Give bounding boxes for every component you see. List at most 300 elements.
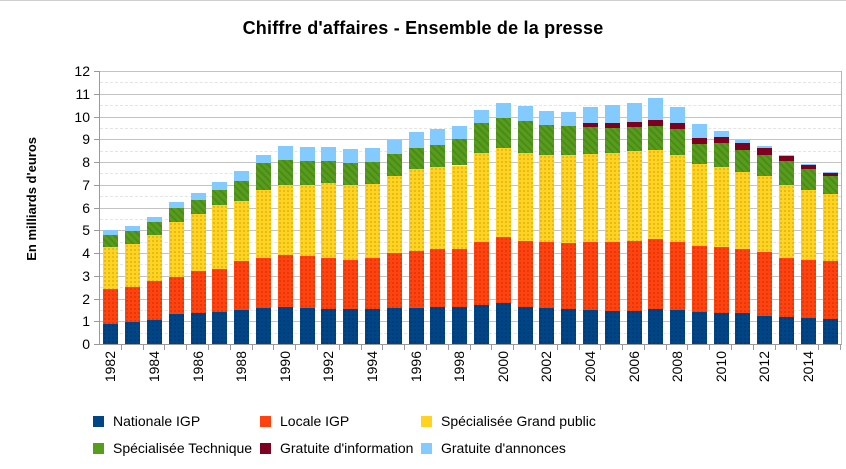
- x-tick-mark: [252, 345, 253, 350]
- legend-label: Gratuite d'annonces: [441, 440, 566, 456]
- bar-segment: [735, 140, 750, 142]
- bar-segment: [147, 320, 162, 344]
- bar-segment: [670, 129, 685, 155]
- gridline-minor: [100, 219, 841, 220]
- bar-segment: [103, 230, 118, 235]
- y-tick-label: 10: [74, 108, 90, 125]
- bar-segment: [496, 103, 511, 118]
- x-tick-label: 2014: [799, 351, 816, 383]
- bar-segment: [430, 145, 445, 167]
- y-axis-title: En milliards d'euros: [24, 137, 39, 261]
- bar-segment: [147, 235, 162, 282]
- x-tick-mark: [426, 345, 427, 350]
- bar-segment: [670, 107, 685, 123]
- x-tick-label: 2004: [581, 351, 598, 383]
- bar-segment: [409, 148, 424, 169]
- bar-segment: [191, 200, 206, 215]
- bar-segment: [605, 105, 620, 123]
- bar-segment: [714, 167, 729, 248]
- bar-segment: [735, 149, 750, 172]
- bar-segment: [714, 313, 729, 344]
- y-tick-label: 4: [82, 245, 90, 261]
- bar-segment: [670, 310, 685, 344]
- bar-segment: [561, 155, 576, 243]
- bar-segment: [125, 226, 140, 232]
- x-tick-label: 1982: [102, 351, 119, 383]
- x-tick-mark: [796, 345, 797, 350]
- gridline-minor: [100, 310, 841, 311]
- x-tick-label: 1986: [189, 351, 206, 383]
- x-tick-mark: [840, 345, 841, 350]
- y-tick-mark: [94, 344, 99, 345]
- gridline-minor: [100, 151, 841, 152]
- bar-segment: [561, 309, 576, 344]
- bar-segment: [474, 110, 489, 124]
- bar-segment: [801, 165, 816, 168]
- x-tick-mark: [579, 345, 580, 350]
- bar-segment: [714, 247, 729, 313]
- legend-item: [260, 438, 413, 458]
- bar-segment: [801, 164, 816, 165]
- bar-segment: [191, 214, 206, 271]
- bar-segment: [452, 126, 467, 140]
- bar-segment: [823, 261, 838, 319]
- bar-segment: [823, 172, 838, 173]
- x-tick-mark: [382, 345, 383, 350]
- x-tick-mark: [143, 345, 144, 350]
- bar-segment: [801, 260, 816, 318]
- bar-segment: [583, 107, 598, 123]
- gridline-minor: [100, 82, 841, 83]
- bar-segment: [409, 169, 424, 251]
- bar-segment: [169, 208, 184, 223]
- bar-segment: [583, 242, 598, 310]
- bar-segment: [779, 161, 794, 185]
- legend-item: [260, 411, 349, 431]
- bar-segment: [234, 261, 249, 310]
- bar-segment: [169, 202, 184, 208]
- bar-segment: [801, 318, 816, 344]
- bar-segment: [387, 140, 402, 154]
- bar-segment: [779, 258, 794, 317]
- gridline-major: [100, 117, 841, 118]
- bar-segment: [212, 269, 227, 312]
- x-tick-label: 2010: [712, 351, 729, 383]
- bar-segment: [627, 241, 642, 312]
- y-tick-label: 11: [75, 85, 90, 102]
- legend-label: Spécialisée Grand public: [441, 413, 596, 429]
- bar-segment: [692, 246, 707, 312]
- bar-segment: [321, 309, 336, 344]
- bar-segment: [539, 111, 554, 125]
- bar-segment: [234, 201, 249, 261]
- y-tick-mark: [94, 94, 99, 95]
- gridline-major: [100, 71, 841, 72]
- bar-segment: [430, 307, 445, 345]
- bar-segment: [757, 146, 772, 148]
- bar-segment: [343, 163, 358, 185]
- bar-segment: [648, 120, 663, 126]
- bar-segment: [648, 126, 663, 150]
- x-tick-mark: [753, 345, 754, 350]
- bar-segment: [430, 249, 445, 307]
- bar-segment: [648, 98, 663, 120]
- bar-segment: [212, 312, 227, 344]
- bar-segment: [518, 241, 533, 307]
- gridline-minor: [100, 242, 841, 243]
- legend-swatch: [260, 416, 271, 427]
- bar-segment: [692, 312, 707, 344]
- legend-swatch: [421, 443, 432, 454]
- x-tick-mark: [709, 345, 710, 350]
- bar-segment: [823, 319, 838, 344]
- gridline-major: [100, 321, 841, 322]
- bar-segment: [343, 185, 358, 260]
- bar-segment: [452, 249, 467, 307]
- x-tick-mark: [644, 345, 645, 350]
- bar-segment: [365, 258, 380, 309]
- x-tick-mark: [164, 345, 165, 350]
- gridline-minor: [100, 264, 841, 265]
- bar-segment: [692, 144, 707, 165]
- x-tick-label: 2002: [538, 351, 555, 383]
- bar-segment: [561, 112, 576, 126]
- y-tick-mark: [94, 117, 99, 118]
- bar-segment: [539, 308, 554, 344]
- bar-segment: [125, 244, 140, 287]
- bar-segment: [518, 121, 533, 153]
- bar-segment: [757, 252, 772, 316]
- y-tick-mark: [94, 253, 99, 254]
- bar-segment: [692, 124, 707, 138]
- legend-swatch: [260, 443, 271, 454]
- bar-segment: [823, 194, 838, 261]
- y-tick-mark: [94, 276, 99, 277]
- bar-segment: [823, 173, 838, 175]
- bar-segment: [321, 182, 336, 257]
- bar-segment: [735, 172, 750, 248]
- bar-segment: [823, 176, 838, 194]
- x-tick-mark: [731, 345, 732, 350]
- x-tick-label: 1990: [276, 351, 293, 383]
- bar-segment: [605, 242, 620, 311]
- bar-segment: [300, 185, 315, 257]
- bar-segment: [605, 128, 620, 153]
- bar-segment: [387, 154, 402, 176]
- y-tick-label: 8: [82, 154, 90, 170]
- bar-segment: [779, 185, 794, 258]
- bar-segment: [365, 309, 380, 344]
- legend-item: [421, 438, 566, 458]
- x-tick-mark: [535, 345, 536, 350]
- x-tick-label: 2006: [625, 351, 642, 383]
- legend: [0, 404, 846, 464]
- bar-segment: [103, 247, 118, 289]
- bar-segment: [735, 143, 750, 150]
- bar-segment: [212, 205, 227, 269]
- y-tick-mark: [94, 230, 99, 231]
- bar-segment: [452, 166, 467, 249]
- gridline-major: [100, 208, 841, 209]
- bar-segment: [256, 190, 271, 257]
- bar-segment: [125, 322, 140, 344]
- bar-segment: [212, 190, 227, 205]
- bar-segment: [278, 255, 293, 306]
- gridline-minor: [100, 128, 841, 129]
- x-tick-mark: [687, 345, 688, 350]
- bar-segment: [278, 307, 293, 345]
- gridline-minor: [100, 173, 841, 174]
- bar-segment: [627, 151, 642, 241]
- bar-segment: [125, 287, 140, 322]
- legend-swatch: [93, 443, 104, 454]
- bar-segment: [561, 126, 576, 156]
- bar-segment: [321, 161, 336, 183]
- bar-segment: [387, 176, 402, 253]
- y-tick-mark: [94, 139, 99, 140]
- bar-segment: [103, 235, 118, 248]
- bar-segment: [735, 249, 750, 314]
- bar-segment: [539, 242, 554, 308]
- legend-swatch: [421, 416, 432, 427]
- bar-segment: [256, 155, 271, 163]
- bar-segment: [801, 190, 816, 259]
- bar-segment: [125, 231, 140, 244]
- bar-segment: [757, 155, 772, 176]
- bar-segment: [430, 129, 445, 145]
- bar-segment: [147, 217, 162, 223]
- x-tick-label: 1992: [320, 351, 337, 383]
- bar-segment: [212, 182, 227, 190]
- y-tick-mark: [94, 162, 99, 163]
- gridline-major: [100, 230, 841, 231]
- bar-segment: [757, 176, 772, 252]
- x-tick-label: 2008: [669, 351, 685, 383]
- bar-segment: [474, 305, 489, 344]
- bar-segment: [735, 313, 750, 344]
- gridline-major: [100, 94, 841, 95]
- bar-segment: [605, 123, 620, 128]
- bar-segment: [234, 181, 249, 200]
- x-tick-mark: [121, 345, 122, 350]
- bar-segment: [234, 171, 249, 181]
- bar-segment: [409, 132, 424, 148]
- legend-label: Locale IGP: [280, 413, 350, 429]
- gridline-minor: [100, 196, 841, 197]
- x-tick-mark: [404, 345, 405, 350]
- legend-label: Gratuite d'information: [280, 440, 414, 456]
- gridline-major: [100, 299, 841, 300]
- x-tick-mark: [273, 345, 274, 350]
- bar-segment: [539, 125, 554, 156]
- y-tick-label: 5: [82, 222, 90, 239]
- x-tick-label: 1998: [451, 351, 468, 383]
- bar-segment: [409, 308, 424, 344]
- bar-segment: [278, 160, 293, 185]
- bar-segment: [627, 103, 642, 122]
- bar-segment: [518, 307, 533, 345]
- bar-segment: [169, 314, 184, 344]
- y-tick-mark: [94, 299, 99, 300]
- bar-segment: [300, 308, 315, 344]
- bar-segment: [256, 163, 271, 190]
- bar-segment: [278, 185, 293, 256]
- bar-segment: [648, 309, 663, 344]
- bar-segment: [103, 324, 118, 345]
- bar-segment: [103, 289, 118, 323]
- bar-segment: [801, 169, 816, 191]
- legend-item: [421, 411, 596, 431]
- bar-segment: [605, 311, 620, 344]
- bar-segment: [670, 155, 685, 242]
- bar-segment: [387, 308, 402, 344]
- bar-segment: [496, 237, 511, 303]
- bar-segment: [561, 243, 576, 309]
- x-tick-label: 1984: [146, 351, 162, 383]
- bar-segment: [583, 154, 598, 242]
- y-tick-mark: [94, 321, 99, 322]
- y-tick-label: 3: [82, 267, 90, 284]
- gridline-major: [100, 276, 841, 277]
- bar-segment: [692, 164, 707, 246]
- y-tick-label: 6: [82, 199, 90, 216]
- gridline-major: [100, 185, 841, 186]
- bar-segment: [256, 308, 271, 344]
- x-tick-mark: [491, 345, 492, 350]
- legend-swatch: [93, 416, 104, 427]
- bar-segment: [779, 155, 794, 156]
- x-tick-label: 2000: [494, 351, 511, 383]
- bar-segment: [365, 148, 380, 162]
- x-tick-label: 1988: [233, 351, 250, 383]
- bar-segment: [234, 310, 249, 344]
- bar-segment: [496, 148, 511, 237]
- bar-segment: [648, 150, 663, 240]
- bar-segment: [779, 156, 794, 161]
- y-tick-mark: [94, 71, 99, 72]
- plot-area: [99, 71, 842, 345]
- gridline-major: [100, 139, 841, 140]
- bar-segment: [474, 153, 489, 242]
- x-tick-mark: [557, 345, 558, 350]
- bar-segment: [321, 258, 336, 309]
- bar-segment: [518, 106, 533, 121]
- x-tick-mark: [600, 345, 601, 350]
- gridline-major: [100, 162, 841, 163]
- bar-segment: [452, 139, 467, 165]
- bar-segment: [714, 143, 729, 167]
- x-tick-mark: [666, 345, 667, 350]
- bar-segment: [343, 260, 358, 309]
- x-tick-label: 1994: [363, 351, 380, 383]
- bar-segment: [409, 251, 424, 308]
- x-tick-mark: [622, 345, 623, 350]
- bar-segment: [474, 123, 489, 153]
- x-tick-label: 2012: [756, 351, 773, 383]
- bar-segment: [256, 258, 271, 308]
- bar-segment: [147, 222, 162, 235]
- legend-label: Spécialisée Technique: [113, 440, 253, 456]
- bar-segment: [343, 309, 358, 344]
- bar-segment: [300, 147, 315, 161]
- bar-segment: [518, 153, 533, 241]
- bar-segment: [496, 118, 511, 149]
- bar-segment: [343, 149, 358, 163]
- y-tick-label: 9: [82, 131, 90, 148]
- x-tick-mark: [470, 345, 471, 350]
- bar-segment: [714, 137, 729, 143]
- y-tick-label: 7: [82, 176, 90, 193]
- gridline-minor: [100, 105, 841, 106]
- legend-label: Nationale IGP: [113, 413, 201, 429]
- bar-segment: [191, 313, 206, 344]
- x-tick-mark: [339, 345, 340, 350]
- x-tick-mark: [186, 345, 187, 350]
- bar-segment: [779, 317, 794, 344]
- bar-segment: [300, 256, 315, 307]
- bar-segment: [169, 277, 184, 315]
- bar-segment: [583, 127, 598, 154]
- bar-segment: [278, 146, 293, 160]
- bar-segment: [605, 153, 620, 242]
- chart-title: Chiffre d'affaires - Ensemble de la presse: [242, 18, 604, 38]
- y-tick-mark: [94, 185, 99, 186]
- bar-segment: [627, 122, 642, 127]
- x-tick-mark: [775, 345, 776, 350]
- x-tick-mark: [448, 345, 449, 350]
- bar-segment: [191, 193, 206, 200]
- gridline-minor: [100, 333, 841, 334]
- bar-segment: [474, 242, 489, 306]
- x-tick-mark: [818, 345, 819, 350]
- y-tick-label: 12: [74, 63, 90, 79]
- bar-segment: [147, 281, 162, 320]
- bar-segment: [191, 271, 206, 313]
- bar-segment: [583, 310, 598, 344]
- x-tick-mark: [513, 345, 514, 350]
- bar-segment: [452, 307, 467, 345]
- bar-segment: [670, 123, 685, 129]
- x-tick-mark: [230, 345, 231, 350]
- gridline-minor: [100, 287, 841, 288]
- bar-segment: [692, 138, 707, 144]
- x-tick-mark: [361, 345, 362, 350]
- bar-segment: [300, 161, 315, 185]
- bar-segment: [670, 242, 685, 310]
- x-tick-mark: [317, 345, 318, 350]
- bar-segment: [648, 239, 663, 308]
- y-tick-mark: [94, 208, 99, 209]
- bar-segment: [757, 316, 772, 344]
- legend-item: [93, 438, 252, 458]
- legend-item: [93, 411, 200, 431]
- bar-segment: [539, 155, 554, 242]
- bar-segment: [583, 123, 598, 126]
- y-tick-label: 2: [82, 290, 90, 307]
- bar-segment: [365, 162, 380, 184]
- x-tick-label: 1996: [407, 351, 424, 383]
- bar-segment: [757, 148, 772, 155]
- x-tick-mark: [208, 345, 209, 350]
- bar-segment: [365, 184, 380, 258]
- x-tick-mark: [295, 345, 296, 350]
- bar-segment: [430, 167, 445, 249]
- bar-segment: [169, 222, 184, 277]
- gridline-major: [100, 253, 841, 254]
- bar-segment: [627, 311, 642, 344]
- y-tick-label: 0: [82, 336, 90, 352]
- bar-segment: [627, 127, 642, 151]
